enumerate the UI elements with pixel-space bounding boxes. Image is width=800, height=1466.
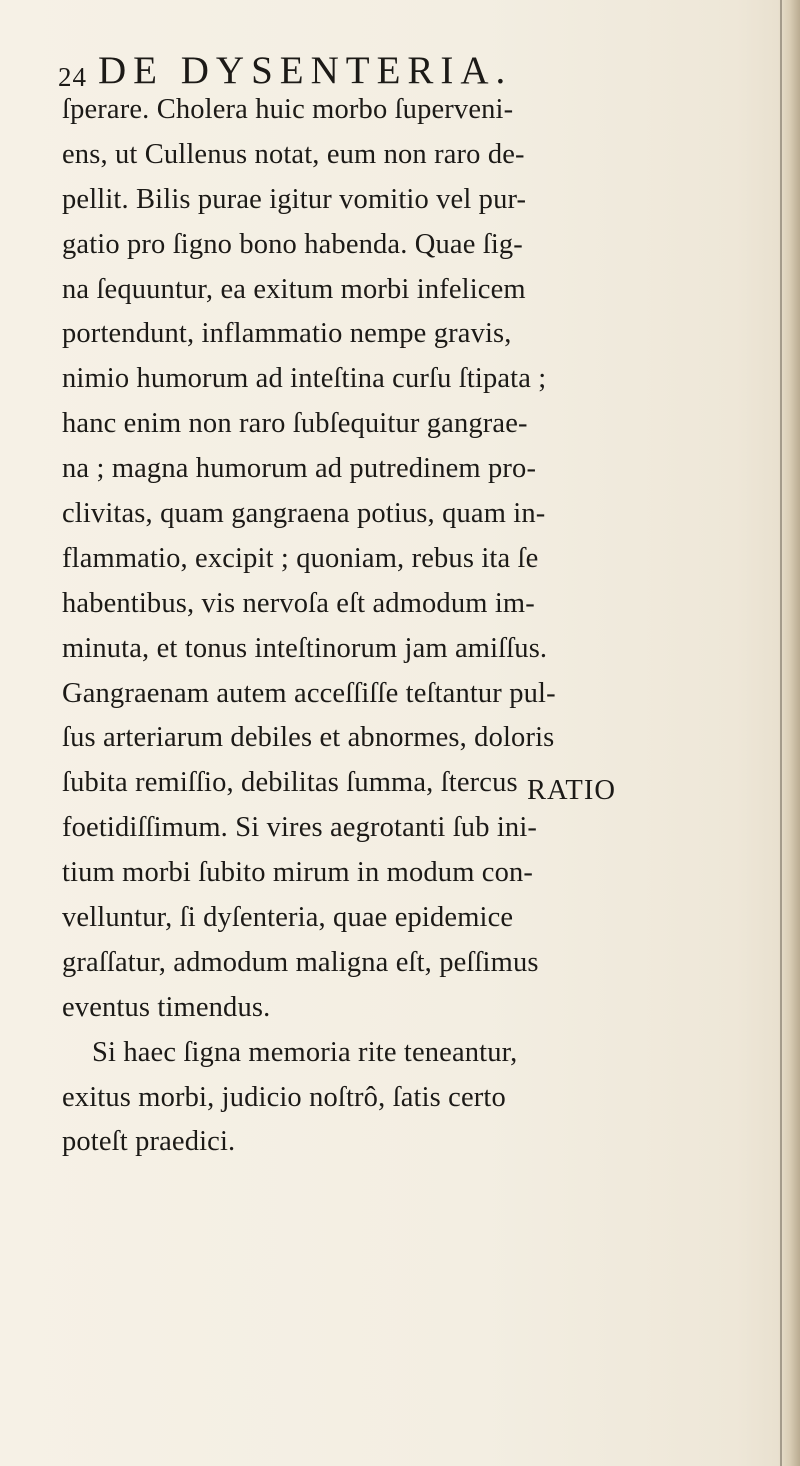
text-line: poteſt praedici. xyxy=(62,1126,236,1158)
text-line: eventus timendus. xyxy=(62,991,271,1023)
text-line: ſus arteriarum debiles et abnormes, doloris xyxy=(62,722,555,754)
text-line: flammatio, excipit ; quoniam, rebus ita ſe xyxy=(62,542,539,574)
text-line: exitus morbi, judicio noſtrô, ſatis certo xyxy=(62,1081,506,1113)
body-text xyxy=(62,88,762,1165)
text-line: velluntur, ſi dyſenteria, quae epidemice xyxy=(62,902,514,934)
text-line: ens, ut Cullenus notat, eum non raro de- xyxy=(62,138,525,170)
text-line: foetidiſſimum. Si vires aegrotanti ſub ini- xyxy=(62,812,538,844)
text-line: hanc enim non raro ſubſequitur gangrae- xyxy=(62,408,528,440)
text-line: portendunt, inflammatio nempe gravis, xyxy=(62,318,512,350)
paragraph-start-line: Si haec ſigna memoria rite teneantur, xyxy=(92,1036,518,1068)
page-fold-line xyxy=(780,0,782,1466)
page-number: 24 xyxy=(58,62,87,92)
text-line: pellit. Bilis purae igitur vomitio vel pur- xyxy=(62,183,527,215)
text-line: gatio pro ſigno bono habenda. Quae ſig- xyxy=(62,228,523,260)
text-line: nimio humorum ad inteſtina curſu ſtipata ; xyxy=(62,363,547,395)
text-line: habentibus, vis nervoſa eſt admodum im- xyxy=(62,587,535,619)
text-line: clivitas, quam gangraena potius, quam in- xyxy=(62,498,546,530)
text-line: graſſatur, admodum maligna eſt, peſſimus xyxy=(62,946,539,978)
text-line: ſubita remiſſio, debilitas ſumma, ſtercus xyxy=(62,767,518,799)
text-line: minuta, et tonus inteſtinorum jam amiſſus. xyxy=(62,632,548,664)
text-line: Gangraenam autem acceſſiſſe teſtantur pul- xyxy=(62,677,556,709)
text-line: tium morbi ſubito mirum in modum con- xyxy=(62,857,534,889)
text-line: ſperare. Cholera huic morbo ſuperveni- xyxy=(62,94,514,125)
text-line: na ſequuntur, ea exitum morbi infelicem xyxy=(62,273,526,305)
running-title: DE DYSENTERIA. xyxy=(98,49,513,92)
catchword: RATIO xyxy=(527,775,616,806)
text-line: na ; magna humorum ad putredinem pro- xyxy=(62,453,537,485)
